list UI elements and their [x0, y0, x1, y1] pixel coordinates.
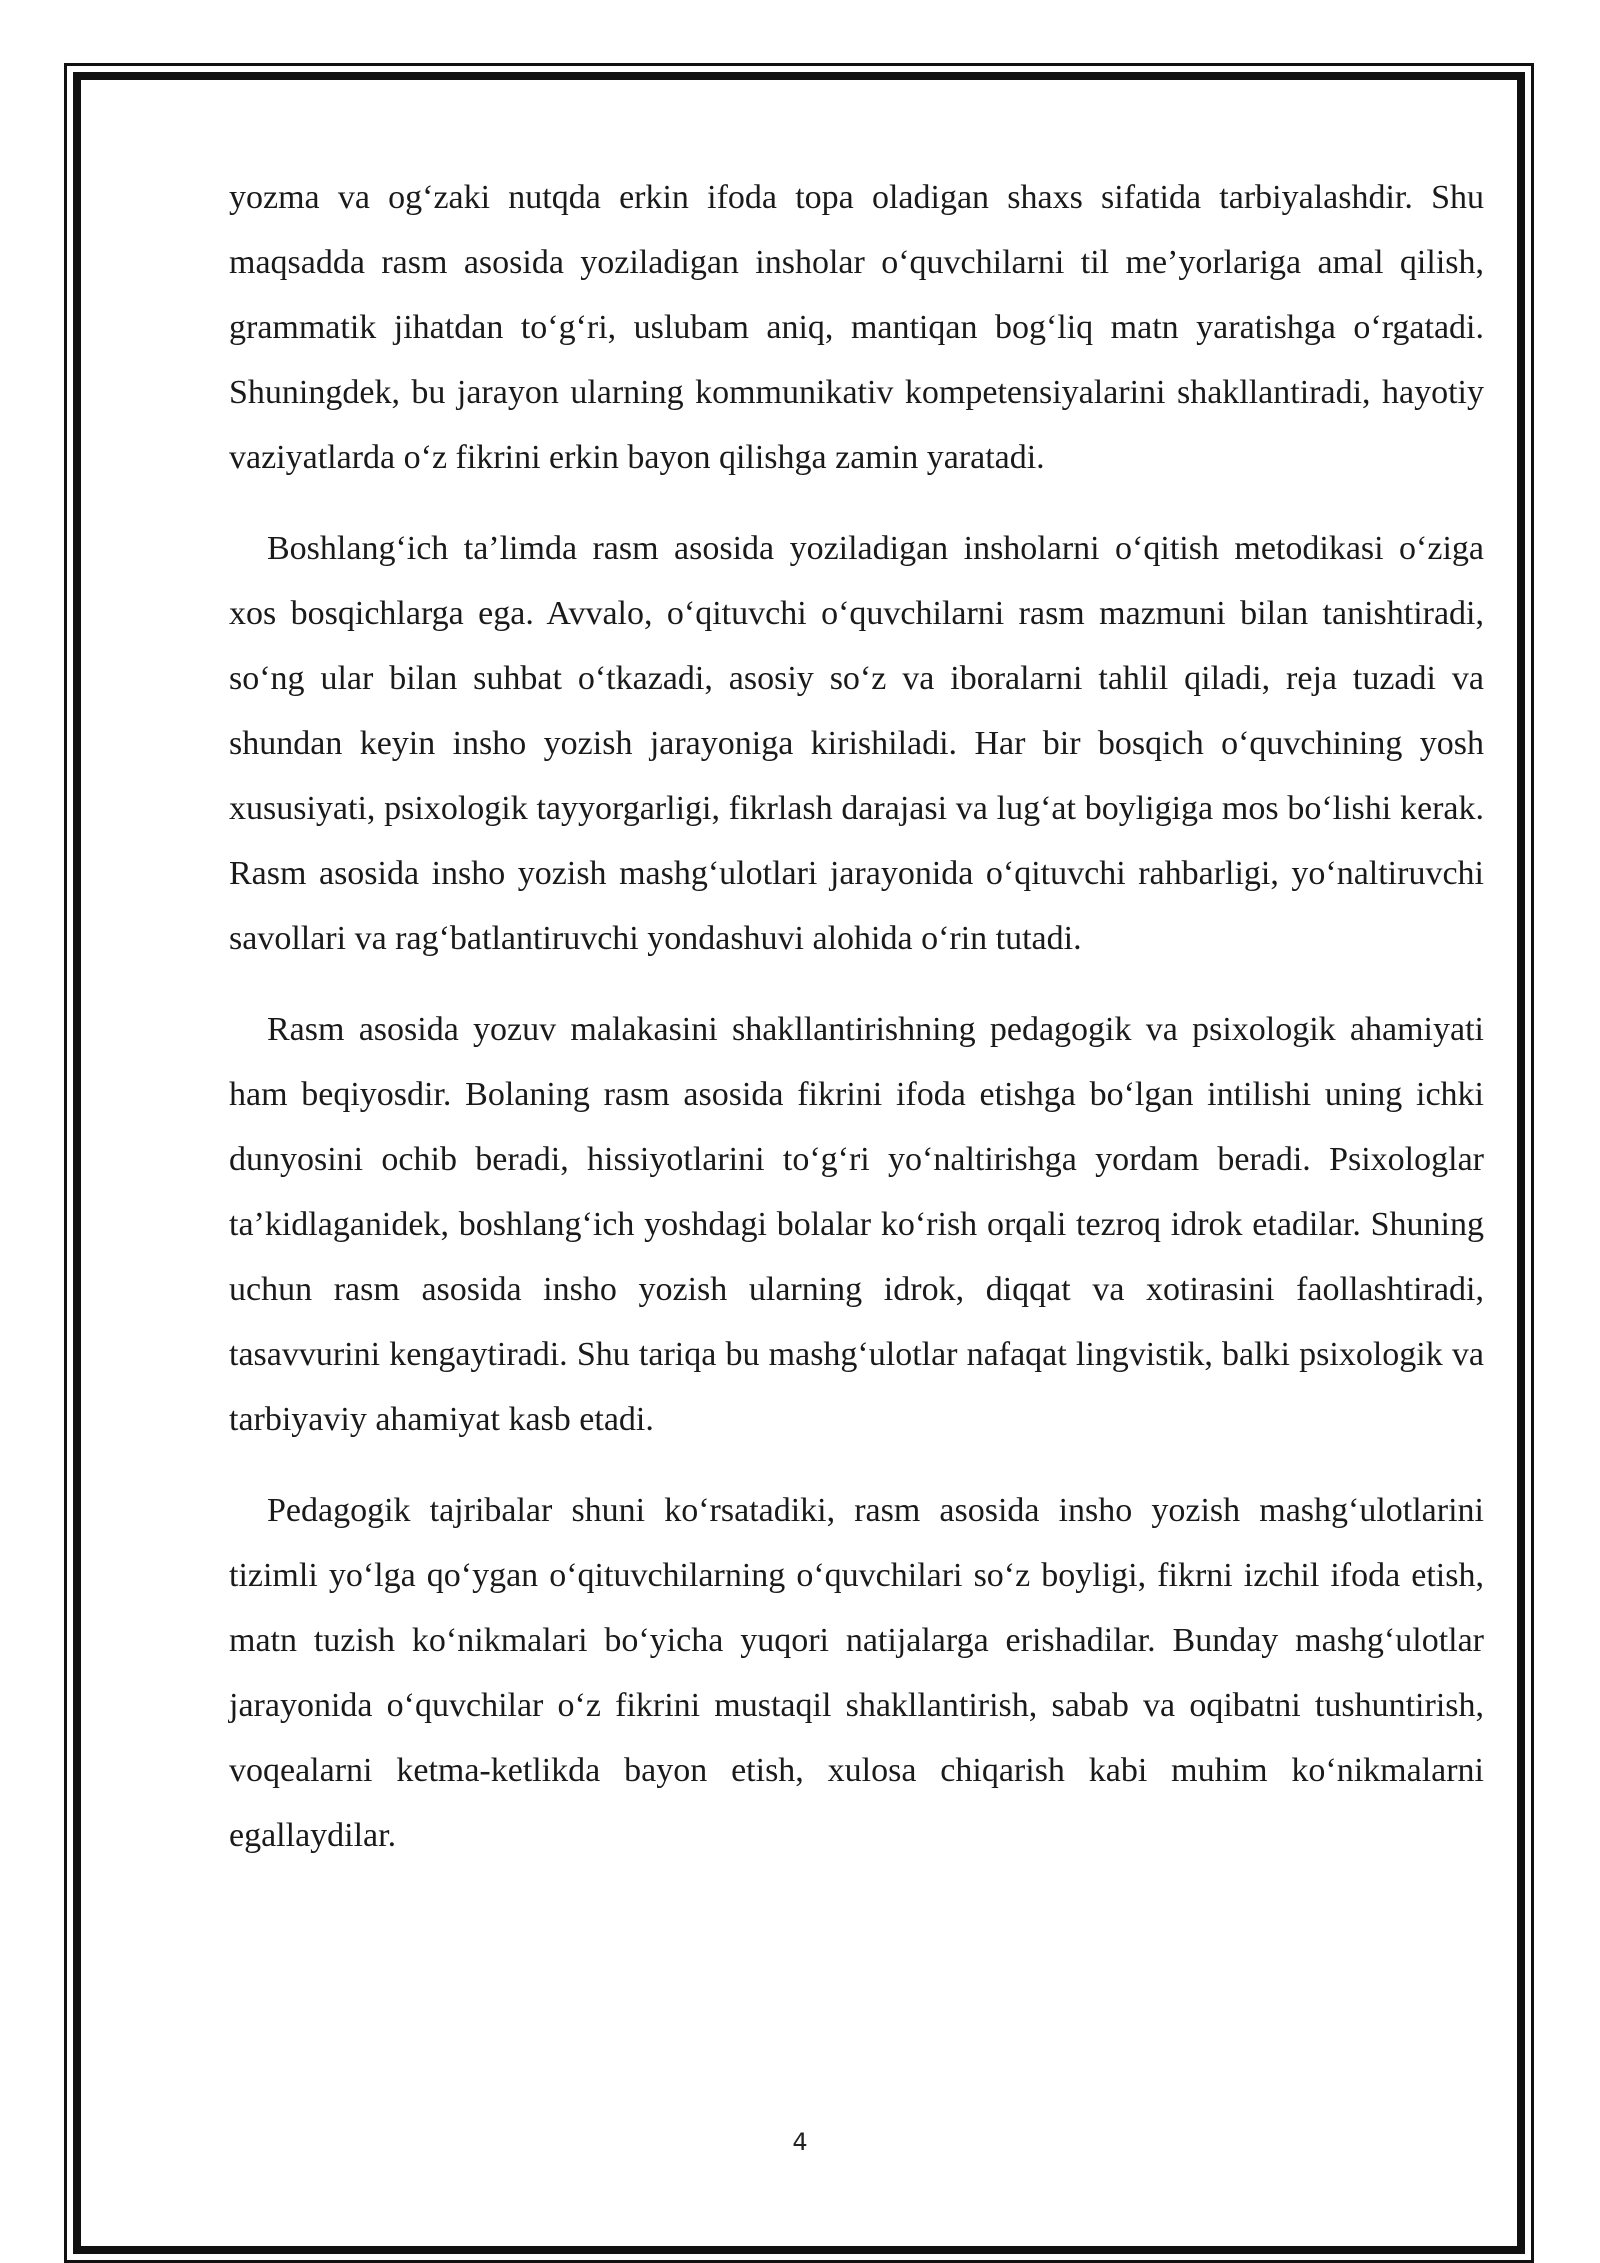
document-body [229, 165, 1484, 1868]
paragraph-4: Pedagogik tajribalar shuni ko‘rsatadiki, rasm asosida insho yozish mashg‘ulotlarini tizimli yo‘lga qo‘ygan o‘qituvchilarning o‘quvchilari so‘z boyligi, fikrni izchil ifoda etish, matn tuzish ko‘nikmalari bo‘yicha yuqori natijalarga erishadilar. Bunday mashg‘ulotlar jarayonida o‘quvchilar o‘z fikrini mustaqil shakllantirish, sabab va oqibatni tushuntirish, voqealarni ketma-ketlikda bayon etish, xulosa chiqarish kabi muhim ko‘nikmalarni egallaydilar. [229, 1492, 1484, 1854]
paragraph-3: Rasm asosida yozuv malakasini shakllantirishning pedagogik va psixologik ahamiyati ham beqiyosdir. Bolaning rasm asosida fikrini ifoda etishga bo‘lgan intilishi uning ichki dunyosini ochib beradi, hissiyotlarini to‘g‘ri yo‘naltirishga yordam beradi. Psixologlar ta’kidlaganidek, boshlang‘ich yoshdagi bolalar ko‘rish orqali tezroq idrok etadilar. Shuning uchun rasm asosida insho yozish ularning idrok, diqqat va xotirasini faollashtiradi, tasavvurini kengaytiradi. Shu tariqa bu mashg‘ulotlar nafaqat lingvistik, balki psixologik va tarbiyaviy ahamiyat kasb etadi. [229, 1011, 1484, 1438]
paragraph-1: yozma va og‘zaki nutqda erkin ifoda topa oladigan shaxs sifatida tarbiyalashdir. Shu maqsadda rasm asosida yoziladigan insholar o‘quvchilarni til me’yorlariga amal qilish, grammatik jihatdan to‘g‘ri, uslubam aniq, mantiqan bog‘liq matn yaratishga o‘rgatadi. Shuningdek, bu jarayon ularning kommunikativ kompetensiyalarini shakllantiradi, hayotiy vaziyatlarda o‘z fikrini erkin bayon qilishga zamin yaratadi. [229, 179, 1484, 476]
paragraph-2: Boshlang‘ich ta’limda rasm asosida yoziladigan insholarni o‘qitish metodikasi o‘ziga xos bosqichlarga ega. Avvalo, o‘qituvchi o‘quvchilarni rasm mazmuni bilan tanishtiradi, so‘ng ular bilan suhbat o‘tkazadi, asosiy so‘z va iboralarni tahlil qiladi, reja tuzadi va shundan keyin insho yozish jarayoniga kirishiladi. Har bir bosqich o‘quvchining yosh xususiyati, psixologik tayyorgarligi, fikrlash darajasi va lug‘at boyligiga mos bo‘lishi kerak. Rasm asosida insho yozish mashg‘ulotlari jarayonida o‘qituvchi rahbarligi, yo‘naltiruvchi savollari va rag‘batlantiruvchi yondashuvi alohida o‘rin tutadi. [229, 530, 1484, 957]
page-number: 4 [792, 2128, 808, 2156]
